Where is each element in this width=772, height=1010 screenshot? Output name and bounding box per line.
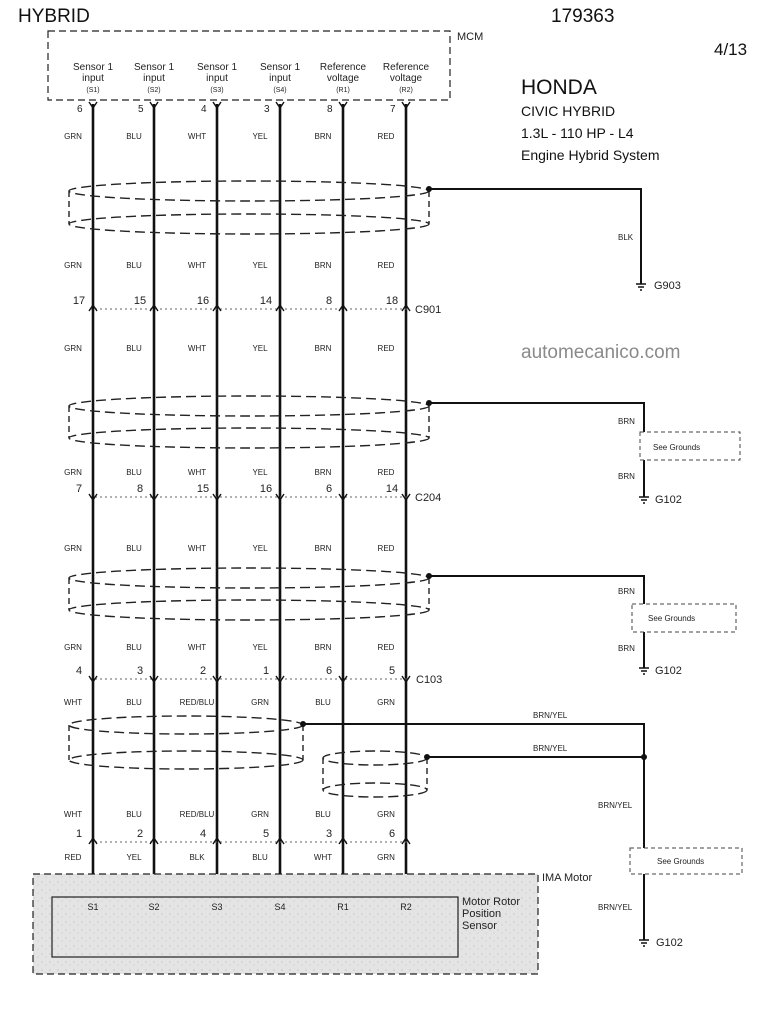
wire-color-label: WHT <box>187 468 207 477</box>
shield-4b-splice <box>424 754 430 760</box>
shield-4-see-grounds: See Grounds <box>657 857 705 866</box>
wire-color-label: GRN <box>64 344 82 353</box>
shield-4-color-a: BRN/YEL <box>533 711 568 720</box>
mcm-pin-number: 3 <box>264 104 270 115</box>
connector-pin-number: 8 <box>136 483 144 495</box>
mcm-terminal-label: voltage <box>389 73 423 84</box>
connector-pin-number: 16 <box>196 295 210 307</box>
connector-pin-number: 15 <box>133 295 147 307</box>
shield-3-ground-label: G102 <box>655 665 682 677</box>
ground-g102-icon <box>639 668 649 674</box>
wire-color-label: YEL <box>252 544 268 553</box>
wire-color-label: YEL <box>126 853 142 862</box>
shield-4b <box>323 751 427 797</box>
connector-pin-number: 14 <box>385 483 399 495</box>
wire-color-label: GRN <box>377 853 395 862</box>
wire-color-label: BLU <box>126 261 142 270</box>
wire-color-label: RED <box>377 261 395 270</box>
mcm-terminals <box>73 62 430 115</box>
wire-color-label: BLU <box>126 698 142 707</box>
mcm-terminal-label: Reference <box>382 62 430 73</box>
connector-name: C204 <box>415 492 442 504</box>
connector-pin-number: 6 <box>388 828 396 840</box>
mcm-terminal-label: input <box>269 73 291 84</box>
wire-color-label: YEL <box>252 344 268 353</box>
wire-color-label: BLU <box>126 544 142 553</box>
section-title: HYBRID <box>18 6 90 27</box>
shield-3-splice <box>426 573 432 579</box>
mcm-terminal-code: (S2) <box>147 87 161 94</box>
shield-4-color-b: BRN/YEL <box>533 744 568 753</box>
wire-color-label: YEL <box>252 132 268 141</box>
shield-4-color-c: BRN/YEL <box>598 801 633 810</box>
connector-pin-number: 5 <box>388 665 396 677</box>
rotor-sensor-terminal: S1 <box>87 902 99 912</box>
connector-pin-number: 3 <box>136 665 144 677</box>
shield-1-drain <box>429 189 641 284</box>
ima-motor-label: IMA Motor <box>542 872 593 884</box>
shield-3-color-top: BRN <box>618 587 635 596</box>
shield-2 <box>69 396 429 448</box>
rotor-sensor-label-3: Sensor <box>462 920 497 932</box>
wire-color-label: YEL <box>252 468 268 477</box>
wire-color-label: GRN <box>64 132 82 141</box>
document-id: 179363 <box>551 6 615 27</box>
mcm-terminal-label: input <box>143 73 165 84</box>
mcm-pin-number: 6 <box>77 104 83 115</box>
mcm-terminal-label: Sensor 1 <box>72 62 114 73</box>
mcm-pin-number: 7 <box>390 104 396 115</box>
wire-color-label: BRN <box>314 468 332 477</box>
mcm-terminal-label: Reference <box>319 62 367 73</box>
mcm-terminal-label: input <box>82 73 104 84</box>
shield-3-drain <box>429 576 644 668</box>
shield-1-color: BLK <box>618 233 634 242</box>
vehicle-engine: 1.3L - 110 HP - L4 <box>521 125 634 141</box>
wire-color-label: GRN <box>251 698 269 707</box>
shield-2-ground-label: G102 <box>655 494 682 506</box>
ground-g102-icon <box>639 940 649 946</box>
connector-pin-number: 18 <box>385 295 399 307</box>
shield-2-splice <box>426 400 432 406</box>
wire-color-label: BRN <box>314 344 332 353</box>
wire-color-label: YEL <box>252 261 268 270</box>
connector-pin-number: 2 <box>199 665 207 677</box>
connector-pin-number: 4 <box>199 828 207 840</box>
rotor-sensor-terminal: R2 <box>400 902 412 912</box>
connector-pin-number: 17 <box>72 295 86 307</box>
connector-pin-number: 15 <box>196 483 210 495</box>
connector-pin-number: 16 <box>259 483 273 495</box>
wire-color-label: WHT <box>313 853 333 862</box>
wire-color-label: RED <box>377 344 395 353</box>
wire-color-label: BLU <box>126 468 142 477</box>
wire-color-label: BLU <box>126 344 142 353</box>
mcm-terminal-label: Sensor 1 <box>133 62 175 73</box>
wire-color-label: WHT <box>63 698 83 707</box>
connector-name: C901 <box>415 304 442 316</box>
connector-pin-number: 8 <box>325 295 333 307</box>
wire-color-label: BRN <box>314 544 332 553</box>
wire-color-label: BRN <box>314 132 332 141</box>
mcm-terminal-code: (S1) <box>86 87 100 94</box>
wire-color-label: GRN <box>64 643 82 652</box>
mcm-terminal-code: (S4) <box>273 87 287 94</box>
connector-pin-number: 1 <box>262 665 270 677</box>
wire-color-label: GRN <box>377 810 395 819</box>
shield-3-see-grounds: See Grounds <box>648 614 696 623</box>
shield-3 <box>69 568 429 620</box>
vehicle-make: HONDA <box>521 76 597 99</box>
shield-2-color-top: BRN <box>618 417 635 426</box>
wire-color-label: BLK <box>189 853 205 862</box>
shield-2-see-grounds: See Grounds <box>653 443 701 452</box>
connector-pin-number: 6 <box>325 665 333 677</box>
wire-color-label: WHT <box>187 261 207 270</box>
shield-2-color-bottom: BRN <box>618 472 635 481</box>
mcm-terminal-code: (S3) <box>210 87 224 94</box>
connector-pin-number: 1 <box>75 828 83 840</box>
connector-pin-number: 7 <box>75 483 83 495</box>
shield-3-color-bottom: BRN <box>618 644 635 653</box>
shield-1-splice <box>426 186 432 192</box>
wire-color-label: GRN <box>377 698 395 707</box>
wire-color-label: RED <box>377 468 395 477</box>
wire-color-label: WHT <box>187 344 207 353</box>
wire-color-label: RED/BLU <box>179 698 215 707</box>
wire-color-label: BLU <box>315 810 331 819</box>
shield-4-color-d: BRN/YEL <box>598 903 633 912</box>
vehicle-model: CIVIC HYBRID <box>521 103 616 119</box>
rotor-sensor-terminal: S3 <box>211 902 223 912</box>
wire-color-label: BLU <box>126 643 142 652</box>
wire-color-label: RED <box>377 132 395 141</box>
page-number: 4/13 <box>714 40 748 59</box>
wire-color-label: BLU <box>315 698 331 707</box>
rotor-sensor-terminal: S4 <box>274 902 286 912</box>
rotor-sensor-label-1: Motor Rotor <box>462 896 521 908</box>
ground-g102-icon <box>639 497 649 503</box>
ground-g903-label: G903 <box>654 280 681 292</box>
rotor-sensor-box <box>52 897 458 957</box>
mcm-label: MCM <box>457 31 484 43</box>
wire-color-label: BLU <box>126 810 142 819</box>
connector-name: C103 <box>416 674 443 686</box>
wire-color-label: GRN <box>64 468 82 477</box>
wire-color-label: GRN <box>64 261 82 270</box>
mcm-terminal-code: (R2) <box>399 87 413 94</box>
watermark: automecanico.com <box>521 342 681 363</box>
mcm-terminal-label: voltage <box>326 73 360 84</box>
mcm-terminal-code: (R1) <box>336 87 350 94</box>
connector-pin-number: 5 <box>262 828 270 840</box>
connector-pin-number: 6 <box>325 483 333 495</box>
wire-color-label: RED <box>377 544 395 553</box>
wire-color-label: RED <box>377 643 395 652</box>
wire-color-label: GRN <box>251 810 269 819</box>
mcm-pin-number: 5 <box>138 104 144 115</box>
wire-color-label: WHT <box>187 643 207 652</box>
wire-color-label: GRN <box>64 544 82 553</box>
shield-2-drain <box>429 403 644 497</box>
mcm-pin-number: 8 <box>327 104 333 115</box>
connector-pin-number: 4 <box>75 665 83 677</box>
shield-4a <box>69 716 303 769</box>
shield-4a-splice <box>300 721 306 727</box>
wire-color-label: WHT <box>63 810 83 819</box>
wire-color-label: BRN <box>314 261 332 270</box>
connector-pin-number: 2 <box>136 828 144 840</box>
shield-4-junction <box>641 754 647 760</box>
mcm-terminal-label: input <box>206 73 228 84</box>
wire-color-label: BRN <box>314 643 332 652</box>
wire-color-label: BLU <box>252 853 268 862</box>
wire-color-label: RED/BLU <box>179 810 215 819</box>
shield-4-ground-label: G102 <box>656 937 683 949</box>
mcm-terminal-label: Sensor 1 <box>259 62 301 73</box>
rotor-sensor-terminal: R1 <box>337 902 349 912</box>
wire-color-label: WHT <box>187 544 207 553</box>
wire-color-label: YEL <box>252 643 268 652</box>
shield-1 <box>69 181 429 234</box>
connector-pin-number: 3 <box>325 828 333 840</box>
mcm-pin-number: 4 <box>201 104 207 115</box>
wires <box>93 104 406 897</box>
ground-g903-icon <box>636 284 646 290</box>
wire-color-label: WHT <box>187 132 207 141</box>
wire-color-label: BLU <box>126 132 142 141</box>
rotor-sensor-label-2: Position <box>462 908 502 920</box>
connectors <box>73 295 442 844</box>
vehicle-system: Engine Hybrid System <box>521 147 660 163</box>
connector-pin-number: 14 <box>259 295 273 307</box>
mcm-terminal-label: Sensor 1 <box>196 62 238 73</box>
wire-color-label: RED <box>64 853 82 862</box>
rotor-sensor-terminal: S2 <box>148 902 160 912</box>
